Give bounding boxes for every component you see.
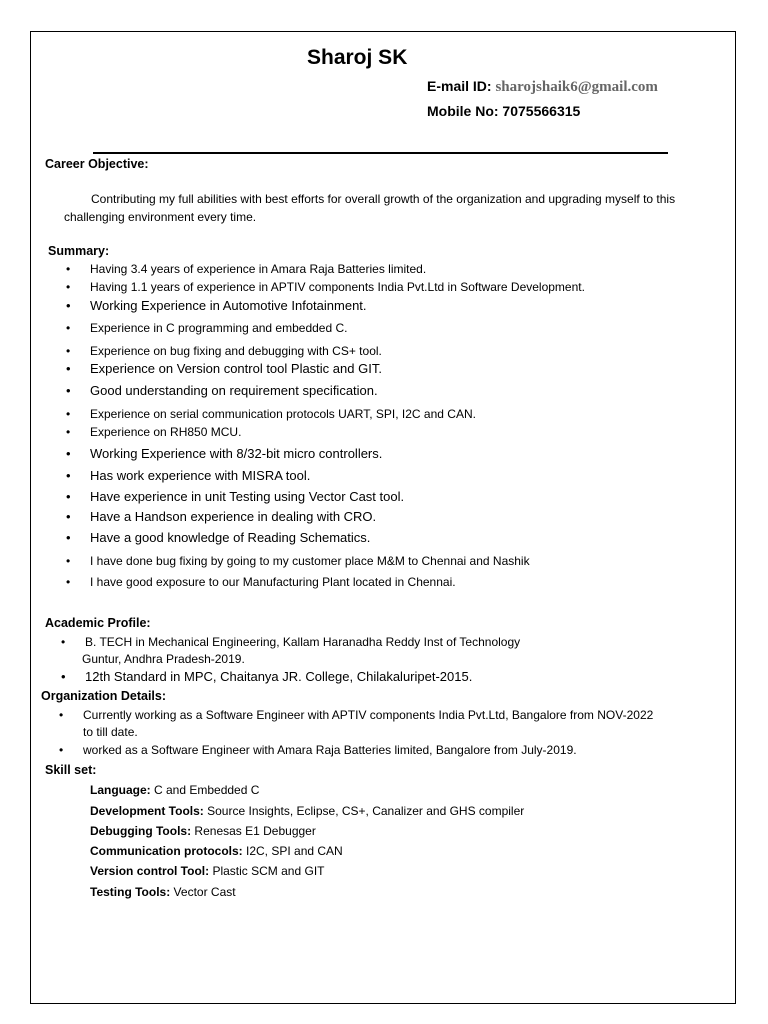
list-item: • 12th Standard in MPC, Chaitanya JR. College, Chilakaluripet-2015.	[61, 669, 473, 684]
list-item: • Experience in C programming and embedded C.	[66, 321, 348, 335]
list-item: • Currently working as a Software Engineer with APTIV components India Pvt.Ltd, Bangalore from NOV-2022	[59, 708, 654, 722]
list-item: • I have done bug fixing by going to my customer place M&M to Chennai and Nashik	[66, 554, 530, 568]
skill-debugging-tools: Debugging Tools: Renesas E1 Debugger	[90, 824, 316, 838]
email-line	[427, 78, 658, 96]
summary-heading: Summary:	[48, 244, 110, 258]
skills-heading: Skill set:	[45, 763, 97, 777]
header-divider	[93, 152, 668, 154]
list-item: • Experience on serial communication protocols UART, SPI, I2C and CAN.	[66, 407, 476, 421]
list-item: • Experience on RH850 MCU.	[66, 425, 242, 439]
list-item: • Having 3.4 years of experience in Amara Raja Batteries limited.	[66, 262, 427, 276]
career-objective-heading: Career Objective:	[45, 157, 149, 171]
list-item: • Have a good knowledge of Reading Schematics.	[66, 530, 371, 545]
academic-item-continuation: Guntur, Andhra Pradesh-2019.	[82, 652, 245, 666]
list-item: • Working Experience with 8/32-bit micro controllers.	[66, 446, 383, 461]
skill-testing-tools: Testing Tools: Vector Cast	[90, 885, 236, 899]
list-item: • Having 1.1 years of experience in APTIV components India Pvt.Ltd in Software Development.	[66, 280, 585, 294]
skill-version-control: Version control Tool: Plastic SCM and GIT	[90, 864, 325, 878]
skill-language: Language: C and Embedded C	[90, 783, 260, 797]
list-item: • I have good exposure to our Manufacturing Plant located in Chennai.	[66, 575, 456, 589]
list-item: • Good understanding on requirement specification.	[66, 383, 378, 398]
list-item: • Experience on bug fixing and debugging with CS+ tool.	[66, 344, 382, 358]
career-objective-text: Contributing my full abilities with best efforts for overall growth of the organization and upgrading myself to this challenging environment every time.	[64, 192, 676, 224]
organization-heading: Organization Details:	[41, 689, 167, 703]
email-label: E-mail ID:	[427, 78, 492, 94]
candidate-name: Sharoj SK	[307, 46, 408, 69]
email-value[interactable]: sharojshaik6@gmail.com	[495, 79, 658, 95]
resume-page	[30, 31, 736, 1004]
organization-item-continuation: to till date.	[83, 725, 138, 739]
list-item: • Experience on Version control tool Plastic and GIT.	[66, 361, 382, 376]
skill-communication-protocols: Communication protocols: I2C, SPI and CAN	[90, 844, 343, 858]
list-item: • Have experience in unit Testing using Vector Cast tool.	[66, 489, 405, 504]
list-item: • Has work experience with MISRA tool.	[66, 468, 311, 483]
academic-heading: Academic Profile:	[45, 616, 151, 630]
list-item: • worked as a Software Engineer with Amara Raja Batteries limited, Bangalore from July-2019.	[59, 743, 577, 757]
list-item: • Working Experience in Automotive Infotainment.	[66, 298, 367, 313]
mobile-number: Mobile No: 7075566315	[427, 103, 581, 119]
list-item: • B. TECH in Mechanical Engineering, Kallam Haranadha Reddy Inst of Technology	[61, 635, 521, 649]
skill-development-tools: Development Tools: Source Insights, Eclipse, CS+, Canalizer and GHS compiler	[90, 804, 525, 818]
list-item: • Have a Handson experience in dealing with CRO.	[66, 509, 377, 524]
